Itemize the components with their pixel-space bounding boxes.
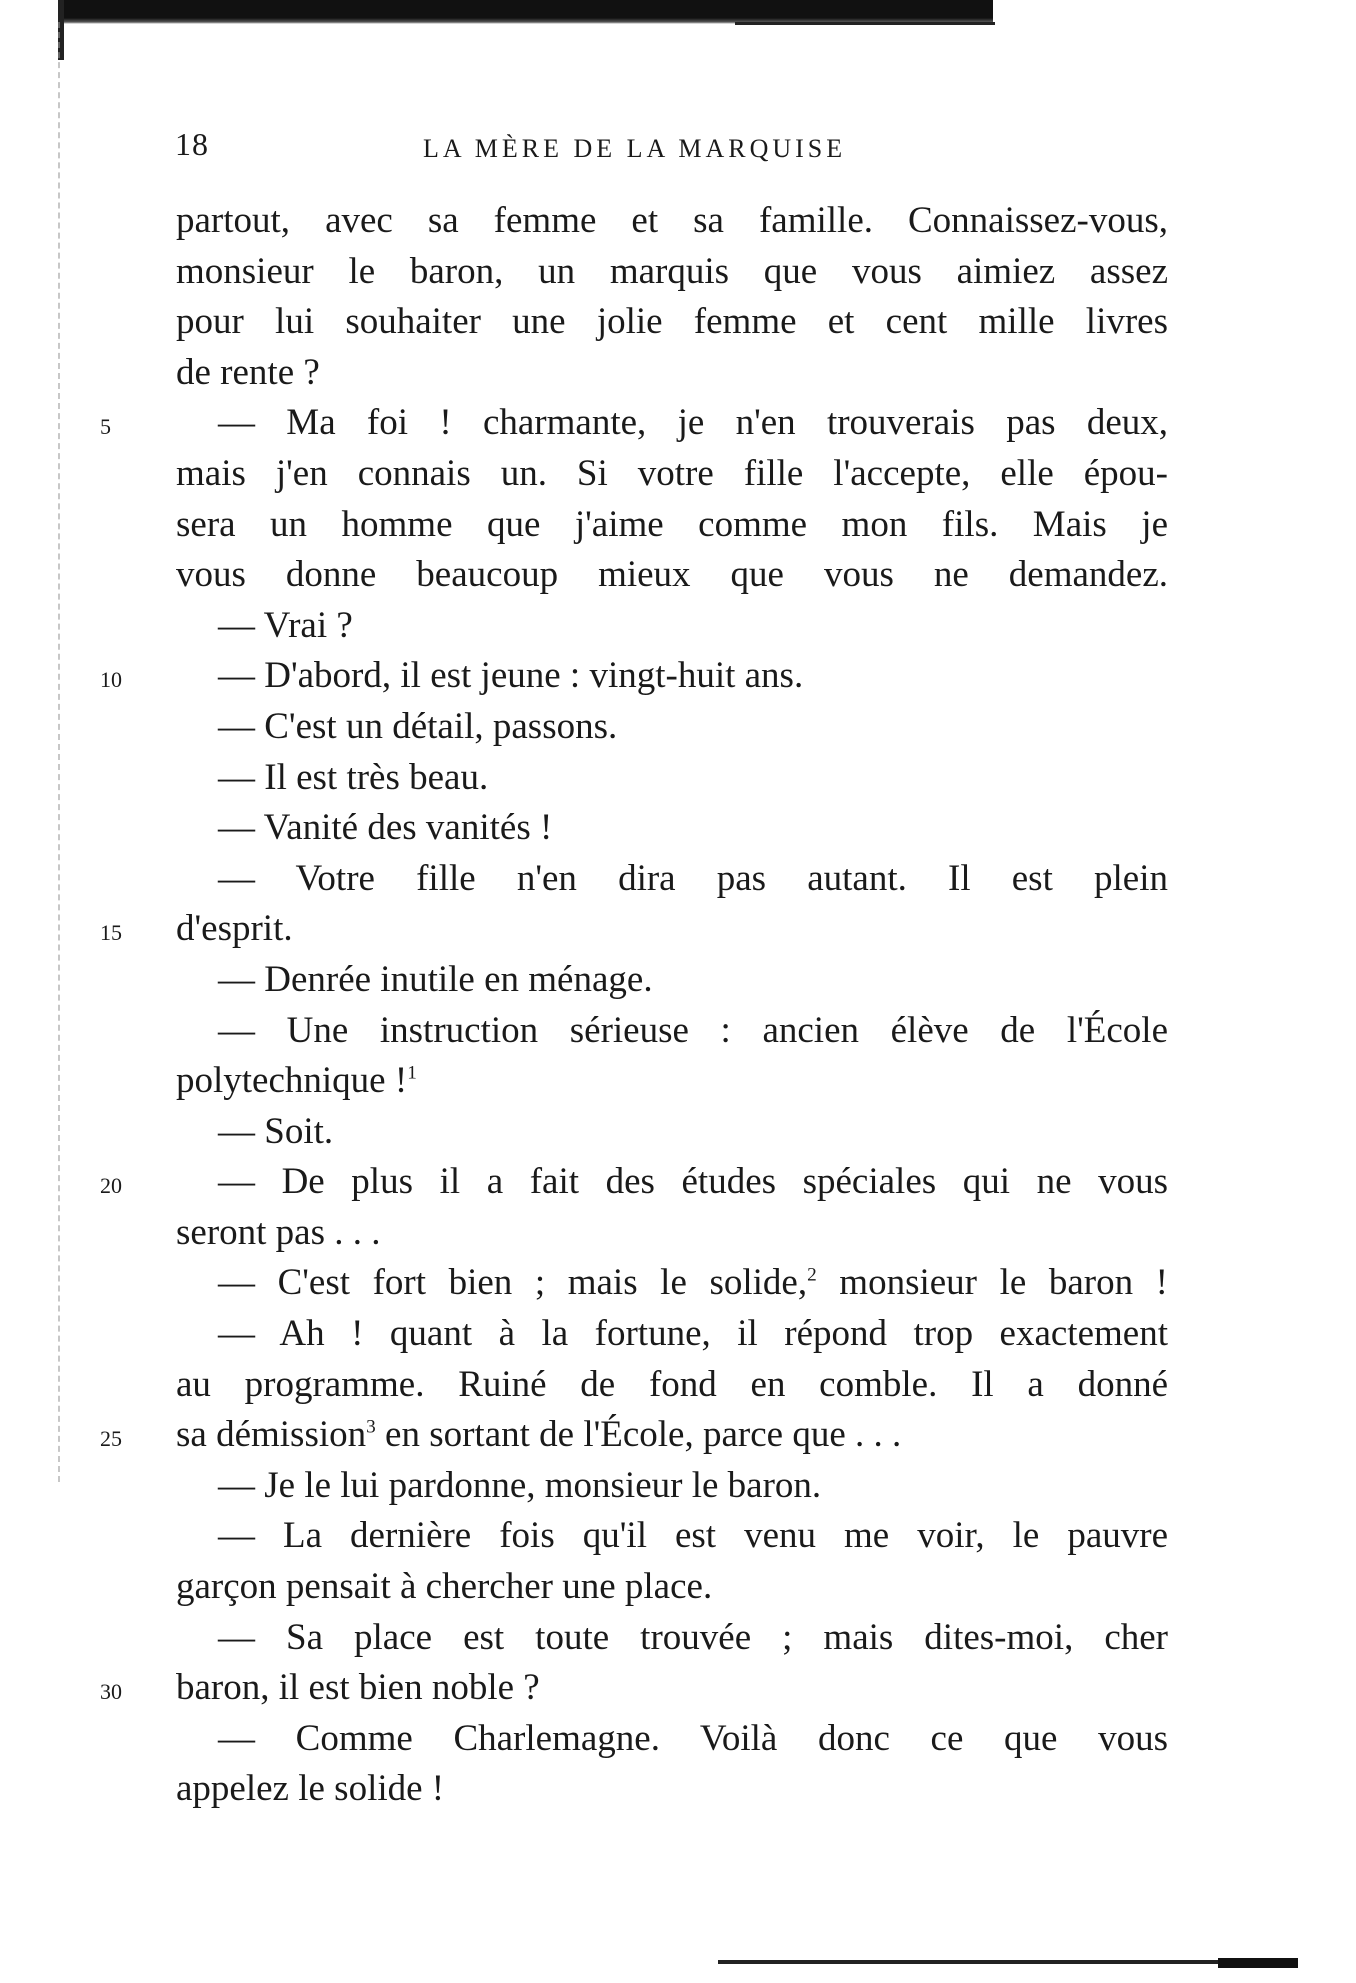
line-text: — La dernière fois qu'il est venu me voir, le pauvre bbox=[218, 1515, 1168, 1557]
line-text: — Comme Charlemagne. Voilà donc ce que vous bbox=[218, 1717, 1168, 1759]
line-number: 30 bbox=[100, 1679, 122, 1705]
text-line bbox=[100, 1258, 1180, 1309]
text-line bbox=[100, 702, 1180, 753]
line-text: baron, il est bien noble ? bbox=[176, 1667, 540, 1709]
text-line bbox=[100, 1663, 1180, 1714]
text-line bbox=[100, 753, 1180, 804]
text-line bbox=[100, 398, 1180, 449]
scan-border-top bbox=[58, 0, 993, 24]
line-text: — Sa place est toute trouvée ; mais dites-moi, cher bbox=[218, 1616, 1168, 1658]
text-line bbox=[100, 904, 1180, 955]
line-text-rest: monsieur le baron ! bbox=[816, 1262, 1168, 1304]
page-number: 18 bbox=[175, 126, 209, 162]
line-text: — D'abord, il est jeune : vingt-huit ans. bbox=[218, 655, 804, 697]
text-line bbox=[100, 601, 1180, 652]
text-line bbox=[100, 1613, 1180, 1664]
line-text: de rente ? bbox=[176, 351, 320, 393]
text-line bbox=[100, 1410, 1180, 1461]
line-text bbox=[176, 1258, 1168, 1309]
text-line bbox=[100, 1208, 1180, 1259]
line-text: garçon pensait à chercher une place. bbox=[176, 1566, 713, 1608]
text-line bbox=[100, 1056, 1180, 1107]
text-line bbox=[100, 1562, 1180, 1613]
text-line bbox=[100, 651, 1180, 702]
text-line bbox=[100, 348, 1180, 399]
line-text bbox=[176, 1056, 1168, 1107]
line-text: — Denrée inutile en ménage. bbox=[218, 958, 653, 1000]
line-text: — Je le lui pardonne, monsieur le baron. bbox=[218, 1464, 822, 1506]
text-line bbox=[100, 550, 1180, 601]
line-text: mais j'en connais un. Si votre fille l'accepte, elle épou- bbox=[176, 452, 1168, 494]
footnote-marker: 2 bbox=[807, 1265, 817, 1287]
line-text-main: sa démission bbox=[176, 1414, 367, 1456]
text-line bbox=[100, 854, 1180, 905]
text-line bbox=[100, 297, 1180, 348]
line-text: — Vrai ? bbox=[218, 604, 353, 646]
line-text: sera un homme que j'aime comme mon fils. Mais je bbox=[176, 503, 1168, 545]
line-number: 10 bbox=[100, 667, 122, 693]
line-text: — Votre fille n'en dira pas autant. Il est plein bbox=[218, 857, 1168, 899]
text-line bbox=[100, 500, 1180, 551]
line-number: 15 bbox=[100, 920, 122, 946]
line-text: au programme. Ruiné de fond en comble. Il a donné bbox=[176, 1363, 1168, 1405]
text-line bbox=[100, 1511, 1180, 1562]
text-line bbox=[100, 449, 1180, 500]
line-text-main: — C'est fort bien ; mais le solide, bbox=[218, 1262, 808, 1304]
line-text: — Ma foi ! charmante, je n'en trouverais pas deux, bbox=[218, 402, 1168, 444]
line-text: partout, avec sa femme et sa famille. Connaissez-vous, bbox=[176, 200, 1168, 241]
text-line bbox=[100, 1360, 1180, 1411]
text-line bbox=[100, 1157, 1180, 1208]
text-line bbox=[100, 196, 1180, 247]
line-text: appelez le solide ! bbox=[176, 1768, 445, 1810]
text-line bbox=[100, 1764, 1180, 1815]
text-line bbox=[100, 1107, 1180, 1158]
line-text: — Il est très beau. bbox=[218, 756, 489, 798]
scan-border-bottom bbox=[718, 1960, 1298, 1964]
text-line bbox=[100, 1006, 1180, 1057]
text-line bbox=[100, 1461, 1180, 1512]
text-line bbox=[100, 1714, 1180, 1765]
line-number: 5 bbox=[100, 414, 111, 440]
line-number: 20 bbox=[100, 1173, 122, 1199]
line-text: — Ah ! quant à la fortune, il répond trop exactement bbox=[218, 1313, 1168, 1355]
line-text: — Soit. bbox=[218, 1110, 334, 1152]
text-line bbox=[100, 803, 1180, 854]
line-text: seront pas . . . bbox=[176, 1211, 381, 1253]
footnote-marker: 3 bbox=[366, 1416, 376, 1438]
line-text: — Une instruction sérieuse : ancien élève de l'École bbox=[218, 1009, 1168, 1051]
line-text: — C'est un détail, passons. bbox=[218, 705, 618, 747]
text-line bbox=[100, 955, 1180, 1006]
line-text: d'esprit. bbox=[176, 908, 293, 950]
line-text bbox=[176, 1410, 1168, 1461]
footnote-marker: 1 bbox=[407, 1062, 417, 1084]
text-line bbox=[100, 1309, 1180, 1360]
line-text-rest: en sortant de l'École, parce que . . . bbox=[375, 1414, 902, 1456]
line-text: monsieur le baron, un marquis que vous aimiez assez bbox=[176, 250, 1168, 292]
line-text: vous donne beaucoup mieux que vous ne demandez. bbox=[176, 554, 1168, 596]
running-title: LA MÈRE DE LA MARQUISE bbox=[423, 134, 847, 163]
text-line bbox=[100, 247, 1180, 298]
line-text-main: polytechnique ! bbox=[176, 1060, 408, 1102]
scan-border-left bbox=[58, 22, 64, 1482]
body-text bbox=[100, 196, 1180, 1815]
line-text: — Vanité des vanités ! bbox=[218, 807, 553, 849]
line-text: pour lui souhaiter une jolie femme et cent mille livres bbox=[176, 301, 1168, 343]
running-head bbox=[175, 126, 1175, 166]
line-text: — De plus il a fait des études spéciales qui ne vous bbox=[218, 1161, 1168, 1203]
line-number: 25 bbox=[100, 1426, 122, 1452]
